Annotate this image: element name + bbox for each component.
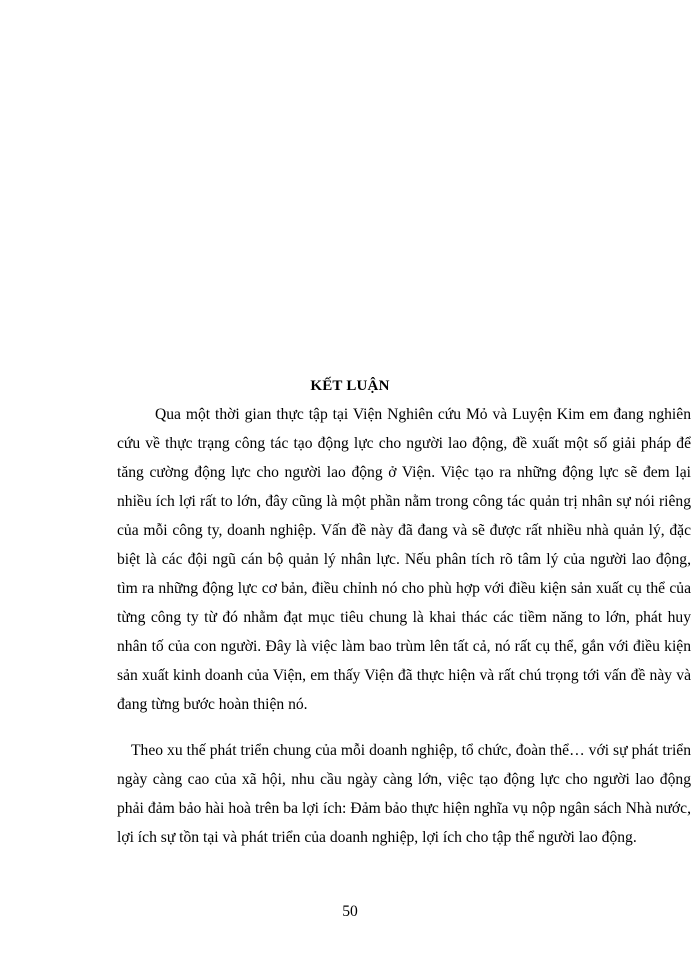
paragraph-2: Theo xu thế phát triển chung của mỗi doanh nghiệp, tổ chức, đoàn thể… với sự phát triển ngày càng cao của xã hội, nhu cầu ngày càng lớn, việc tạo động lực cho người lao động phải đảm bảo hài hoà trên ba lợi ích: Đảm bảo thực hiện nghĩa vụ nộp ngân sách Nhà nước, lợi ích sự tồn tại và phát triển của doanh nghiệp, lợi ích cho tập thể người lao động.: [117, 742, 691, 846]
paragraph-1: Qua một thời gian thực tập tại Viện Nghiên cứu Mỏ và Luyện Kim em đang nghiên cứu về thực trạng công tác tạo động lực cho người lao động, đề xuất một số giải pháp để tăng cường động lực cho người lao động ở Viện. Việc tạo ra những động lực sẽ đem lại nhiều ích lợi rất to lớn, đây cũng là một phần nằm trong công tác quản trị nhân sự nói riêng của mỗi công ty, doanh nghiệp. Vấn đề này đã đang và sẽ được rất nhiều nhà quản lý, đặc biệt là các đội ngũ cán bộ quản lý nhân lực. Nếu phân tích rõ tâm lý của người lao động, tìm ra những động lực cơ bản, điều chỉnh nó cho phù hợp với điều kiện sản xuất cụ thể của từng công ty từ đó nhằm đạt mục tiêu chung là khai thác các tiềm năng to lớn, phát huy nhân tố của con người. Đây là việc làm bao trùm lên tất cả, nó rất cụ thể, gắn với điều kiện sản xuất kinh doanh của Viện, em thấy Viện đã thực hiện và rất chú trọng tới vấn đề này và đang từng bước hoàn thiện nó.: [117, 406, 691, 713]
section-heading: KẾT LUẬN: [310, 378, 390, 394]
page-number: 50: [342, 903, 358, 920]
